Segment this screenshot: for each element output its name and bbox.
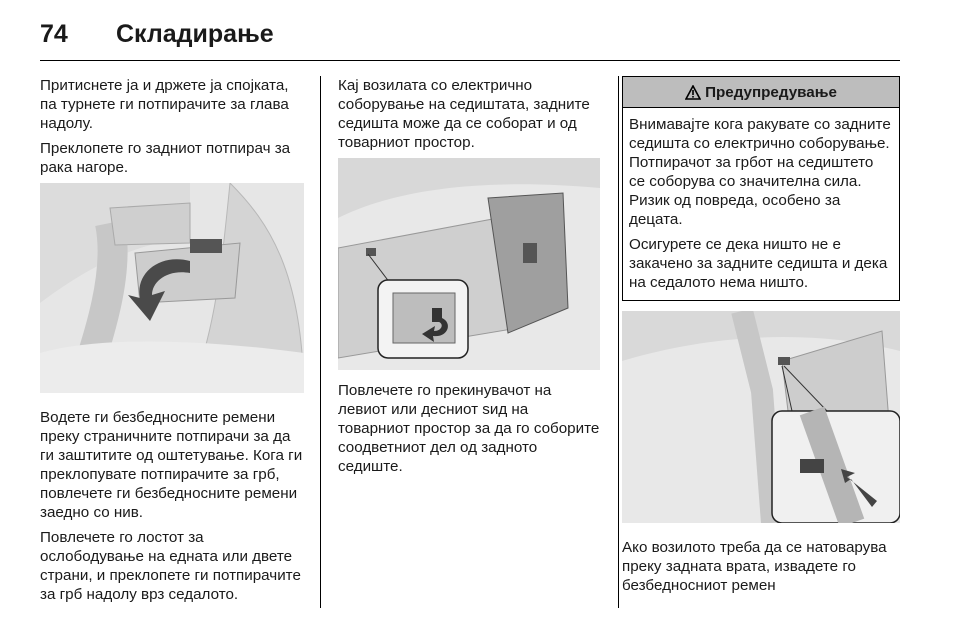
warning-paragraph-caution: Внимавајте кога ракувате со задните седишта со електрично соборување. Потпирачот за грбот на седиштето се соборува со значителна сила. Ризик од повреда, особено за децата. [629,116,891,228]
warning-title: Предупредување [705,84,837,101]
paragraph-electric-fold: Кај возилата со електрично соборување на седиштата, задните седишта може да се соборат и од товарниот простор. [338,77,590,151]
column-middle [338,76,604,482]
paragraph-seatbelt-guide: Водете ги безбедносните ремени преку страничните потпирачи за да ги заштитите од оштетување. Кога ги преклопувате потпирачите за грб, повлечете ги безбедносните ремени заедно со нив. [40,409,303,521]
paragraph-release-lever: Повлечете го лостот за ослободување на едната или двете страни, и преклопете ги потпирачите за грб надолу врз седалото. [40,529,301,603]
warning-paragraph-ensure: Осигурете се дека ништо не е закачено за задните седишта и дека на седалото нема ништо. [629,236,888,291]
column-right [622,76,900,601]
paragraph-headrest-push: Притиснете ја и држете ја спојката, па турнете ги потпирачите за глава надолу. [40,77,289,132]
warning-triangle-icon [685,85,701,100]
page-number: 74 [40,19,68,48]
column-left [40,76,308,610]
column-divider-left [320,76,321,608]
paragraph-tailgate-loading: Ако возилото треба да се натоварува преку задната врата, извадете го безбедносниот ремен [622,539,887,594]
column-divider-right [618,76,619,608]
warning-header [623,77,899,108]
figure-seatbelt-guide [622,311,900,523]
warning-box [622,76,900,301]
paragraph-pull-switch: Повлечете го прекинувачот на левиот или десниот ѕид на товарниот простор за да го соборите соодветниот дел од задното седиште. [338,382,600,475]
page-header [40,14,274,54]
figure-headrest-release [40,183,304,393]
page-title: Складирање [116,19,274,48]
warning-body [623,108,899,300]
figure-cargo-switch [338,158,600,370]
header-divider [40,60,900,61]
paragraph-armrest-fold: Преклопете го задниот потпирач за рака нагоре. [40,140,291,176]
